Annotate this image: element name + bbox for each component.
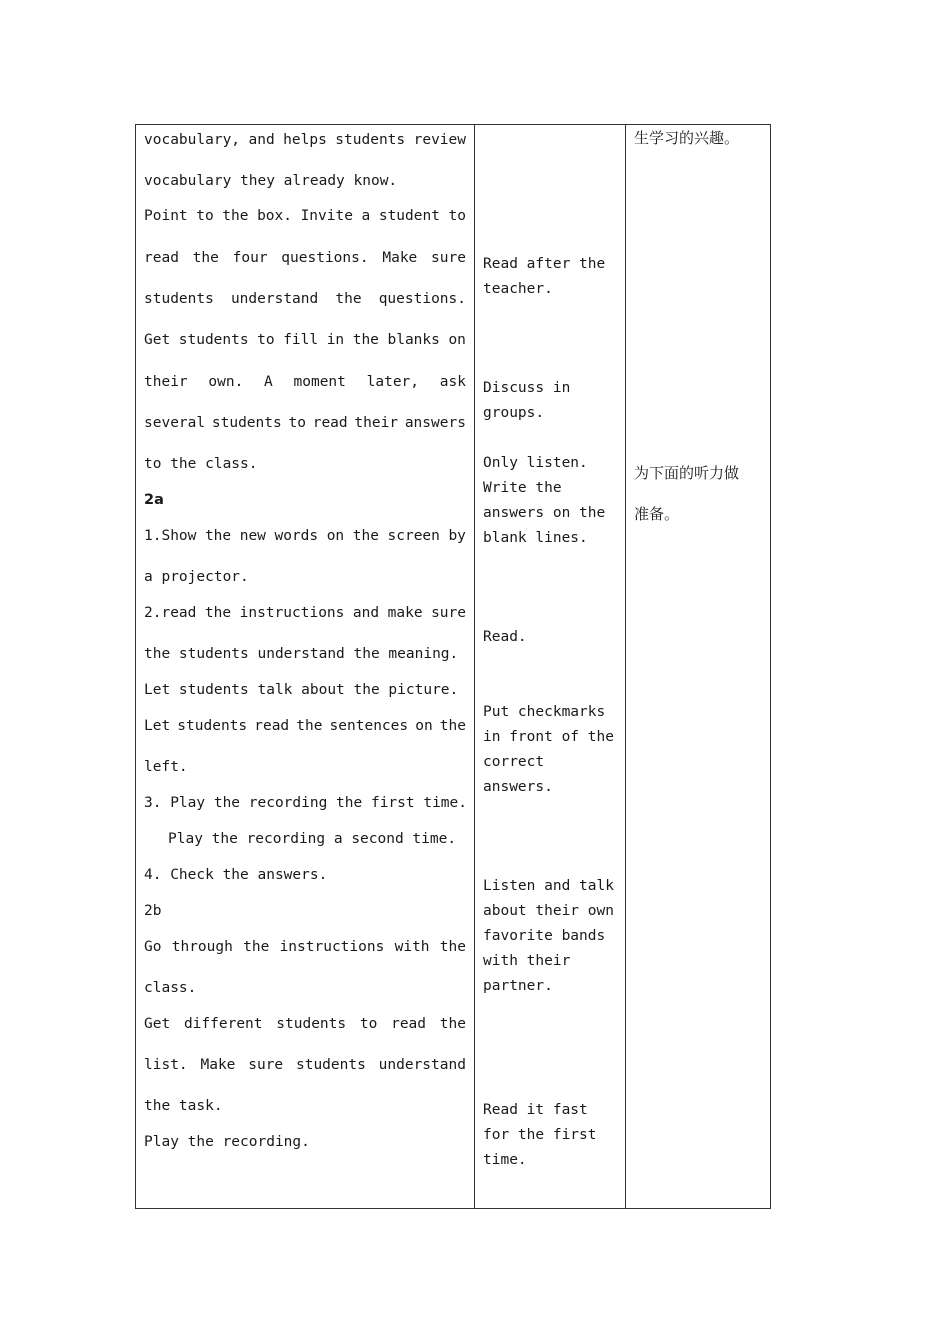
student-activity-line: about their own	[483, 903, 614, 919]
student-activity-line: answers.	[483, 779, 553, 795]
teacher-activity-line: several students to read their answers	[144, 415, 466, 431]
teacher-activity-line: Point to the box. Invite a student to	[144, 208, 466, 224]
student-activity-line: in front of the	[483, 729, 614, 745]
teacher-activity-line: Get different students to read the	[144, 1016, 466, 1032]
lesson-table	[135, 124, 771, 1209]
student-activity-line: favorite bands	[483, 928, 606, 944]
student-activity-line: teacher.	[483, 281, 553, 297]
student-activity-line: Only listen.	[483, 455, 588, 471]
teacher-activity-line: list. Make sure students understand	[144, 1057, 466, 1073]
student-activity-line: for the first	[483, 1127, 597, 1143]
teacher-activity-line: a projector.	[144, 569, 249, 585]
teacher-activity-line: Play the recording.	[144, 1134, 310, 1150]
teacher-activity-line: the task.	[144, 1098, 223, 1114]
teacher-activity-line: 4. Check the answers.	[144, 867, 328, 883]
purpose-line: 为下面的听力做	[634, 464, 740, 482]
teacher-activity-line: class.	[144, 980, 197, 996]
teacher-activity-line: read the four questions. Make sure	[144, 250, 466, 266]
teacher-activity-line: 2a	[144, 492, 164, 508]
student-activity-line: Write the	[483, 480, 562, 496]
teacher-activity-line: 1.Show the new words on the screen by	[144, 528, 466, 544]
teacher-activity-line: to the class.	[144, 456, 258, 472]
teacher-activity-line: Play the recording a second time.	[168, 831, 457, 847]
purpose-line: 生学习的兴趣。	[634, 129, 740, 147]
student-activity-line: partner.	[483, 978, 553, 994]
student-activity-line: correct	[483, 754, 545, 770]
teacher-activity-line: left.	[144, 759, 188, 775]
teacher-activity-line: vocabulary, and helps students review	[144, 132, 466, 148]
student-activity-line: Read it fast	[483, 1102, 588, 1118]
teacher-activity-line: 3. Play the recording the first time.	[144, 795, 468, 811]
teacher-activity-line: their own. A moment later, ask	[144, 374, 466, 390]
teacher-activity-line: 2b	[144, 903, 162, 919]
teacher-activity-line: Go through the instructions with the	[144, 939, 466, 955]
teacher-activity-line: Let students read the sentences on the	[144, 718, 466, 734]
student-activity-line: groups.	[483, 405, 545, 421]
purpose-line: 准备。	[634, 505, 680, 523]
column-divider	[474, 125, 475, 1208]
teacher-activity-line: Let students talk about the picture.	[144, 682, 459, 698]
teacher-activity-line: Get students to fill in the blanks on	[144, 332, 466, 348]
student-activity-line: Read after the	[483, 256, 606, 272]
student-activity-line: answers on the	[483, 505, 606, 521]
student-activity-line: Listen and talk	[483, 878, 614, 894]
student-activity-line: blank lines.	[483, 530, 588, 546]
student-activity-line: time.	[483, 1152, 527, 1168]
teacher-activity-line: students understand the questions.	[144, 291, 466, 307]
student-activity-line: Read.	[483, 629, 527, 645]
teacher-activity-line: the students understand the meaning.	[144, 646, 459, 662]
teacher-activity-line: 2.read the instructions and make sure	[144, 605, 466, 621]
teacher-activity-line: vocabulary they already know.	[144, 173, 398, 189]
student-activity-line: Put checkmarks	[483, 704, 606, 720]
column-divider	[625, 125, 626, 1208]
student-activity-line: Discuss in	[483, 380, 571, 396]
student-activity-line: with their	[483, 953, 571, 969]
